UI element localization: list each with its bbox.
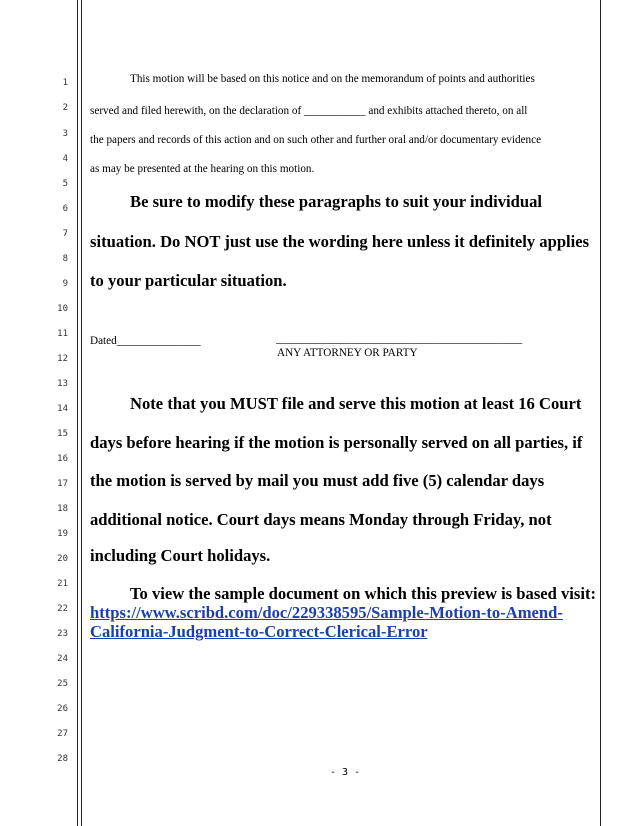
line-number: 27 — [57, 729, 68, 739]
signature-line: ____________________________________________ — [276, 333, 523, 345]
left-margin-rule — [77, 0, 78, 826]
signature-caption: ANY ATTORNEY OR PARTY — [277, 347, 418, 359]
line-number: 8 — [62, 254, 68, 264]
line-number: 4 — [62, 154, 68, 164]
page-number: - 3 - — [330, 767, 361, 778]
para1-line4: as may be presented at the hearing on this motion. — [90, 163, 315, 175]
line-number: 20 — [57, 554, 68, 564]
line-number: 19 — [57, 529, 68, 539]
line-number: 2 — [62, 103, 68, 113]
para2-line3: to your particular situation. — [90, 271, 287, 290]
line-number: 11 — [57, 329, 68, 339]
right-margin-rule — [600, 0, 601, 826]
line-number: 6 — [62, 204, 68, 214]
para1-line1: This motion will be based on this notice and on the memorandum of points and authorities — [130, 73, 535, 85]
line-number: 1 — [62, 78, 68, 88]
line-number: 9 — [62, 279, 68, 289]
left-margin-rule-inner — [81, 0, 82, 826]
line-number: 13 — [57, 379, 68, 389]
line-number: 23 — [57, 629, 68, 639]
para1-line2: served and filed herewith, on the declaration of ___________ and exhibits attached thereto, on all — [90, 105, 528, 117]
line-number: 14 — [57, 404, 68, 414]
para4-line1: To view the sample document on which this preview is based visit: — [130, 584, 597, 603]
line-number: 18 — [57, 504, 68, 514]
para3-line4: additional notice. Court days means Monday through Friday, not — [90, 510, 552, 529]
line-number: 17 — [57, 479, 68, 489]
line-number: 7 — [62, 229, 68, 239]
line-number: 25 — [57, 679, 68, 689]
line-number: 28 — [57, 754, 68, 764]
line-number: 16 — [57, 454, 68, 464]
para3-line1: Note that you MUST file and serve this motion at least 16 Court — [130, 394, 582, 413]
para2-line1: Be sure to modify these paragraphs to suit your individual — [130, 192, 542, 211]
line-number: 22 — [57, 604, 68, 614]
line-number: 24 — [57, 654, 68, 664]
para3-line3: the motion is served by mail you must add five (5) calendar days — [90, 471, 545, 490]
line-number: 21 — [57, 579, 68, 589]
line-number: 10 — [57, 304, 68, 314]
line-number: 12 — [57, 354, 68, 364]
para1-line3: the papers and records of this action and on such other and further oral and/or documentary evidence — [90, 134, 542, 146]
dated-field: Dated_______________ — [90, 335, 201, 347]
para3-line5: including Court holidays. — [90, 546, 271, 565]
line-number: 5 — [62, 179, 68, 189]
line-number: 3 — [62, 129, 68, 139]
para3-line2: days before hearing if the motion is personally served on all parties, if — [90, 433, 583, 452]
para2-line2: situation. Do NOT just use the wording here unless it definitely applies — [90, 232, 590, 251]
scribd-link-line2[interactable]: California-Judgment-to-Correct-Clerical-Error — [90, 622, 428, 641]
line-number: 15 — [57, 429, 68, 439]
scribd-link-line1[interactable]: https://www.scribd.com/doc/229338595/Sample-Motion-to-Amend- — [90, 603, 563, 622]
line-number: 26 — [57, 704, 68, 714]
